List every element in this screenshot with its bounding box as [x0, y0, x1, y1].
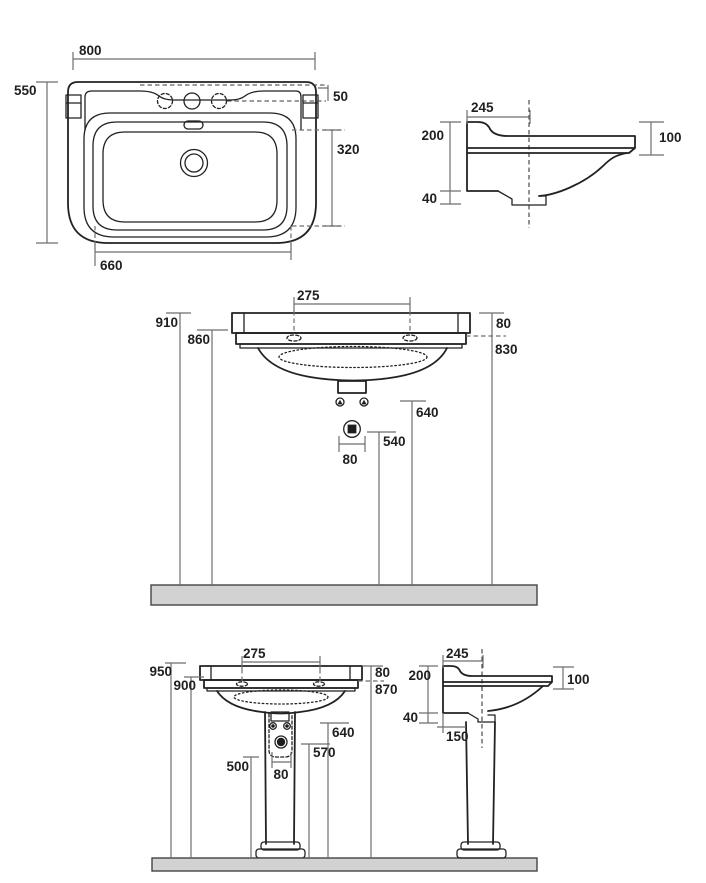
- fixing-rail: [236, 333, 466, 344]
- top-rail-end-caps: [211, 666, 350, 680]
- fixing-hole-left: [237, 682, 248, 686]
- dim-label-tap-offset: 50: [333, 89, 349, 104]
- dim-rim-height-line: [197, 330, 228, 585]
- dim-tap-offset-line: [318, 85, 328, 101]
- top-rail-end-caps: [244, 313, 458, 333]
- dim-label-pedestal-height: 500: [226, 759, 249, 774]
- dim-label-outlet-height: 540: [383, 434, 406, 449]
- dim-label-outlet-drop: 40: [402, 710, 418, 725]
- dim-trap-height-line: [400, 401, 426, 585]
- floor-bar-middle: [151, 585, 537, 605]
- bowl-rim-hidden-ellipse: [279, 347, 427, 368]
- dim-label-bowl-width: 660: [100, 258, 123, 273]
- fixing-bolt-right-dot: [285, 724, 289, 728]
- dim-label-overall-width: 800: [79, 43, 102, 58]
- bowl-bottom-outline: [103, 132, 277, 222]
- dim-label-wall-to-centre: 245: [471, 100, 494, 115]
- dim-label-fixing-centres: 275: [243, 646, 266, 661]
- dim-label-outlet-centres: 80: [342, 452, 358, 467]
- dim-rim-height-line: [184, 677, 204, 858]
- dim-outlet-centres-line: [272, 752, 291, 768]
- dim-fixing-centres-extensions: [294, 311, 410, 334]
- dim-outlet-height-line: [367, 432, 396, 585]
- waste-outlet-square: [348, 425, 357, 434]
- drain-hole-inner: [185, 154, 203, 172]
- dim-label-rim-height: 900: [173, 678, 196, 693]
- deck-inner-outline: [85, 91, 301, 130]
- side-view-pedestal: [403, 646, 590, 858]
- bowl-rim-hidden-ellipse: [234, 690, 328, 704]
- dim-outlet-height-line: [301, 744, 330, 858]
- dim-label-apron-depth: 80: [375, 665, 391, 680]
- waste-outlet-dot: [277, 738, 285, 746]
- dim-label-apron-depth: 80: [496, 316, 512, 331]
- dim-label-body-height: 200: [408, 668, 431, 683]
- top-rail: [200, 666, 362, 680]
- dim-label-bowl-depth: 320: [337, 142, 360, 157]
- dim-label-outlet-height: 570: [313, 745, 336, 760]
- tap-hole-centre: [184, 93, 200, 109]
- dim-overall-depth-line: [36, 82, 58, 243]
- waste-boss: [498, 191, 546, 205]
- front-view-wall-hung: [151, 288, 537, 605]
- dim-label-trap-height: 640: [332, 725, 355, 740]
- basin-side-profile: [467, 122, 635, 191]
- dim-label-outlet-centres: 80: [273, 767, 289, 782]
- basin-outer-outline: [68, 82, 316, 243]
- dim-label-fixing-centres: 275: [297, 288, 320, 303]
- fixing-hole-left: [287, 335, 301, 341]
- dim-label-underside-height: 830: [495, 342, 518, 357]
- dim-label-underside-height: 870: [375, 682, 398, 697]
- dim-overall-width-line: [73, 52, 315, 70]
- dim-outlet-drop-line: [440, 191, 461, 204]
- dim-label-front-apron: 100: [659, 130, 682, 145]
- dim-trap-height-line: [320, 723, 349, 858]
- tap-hole-right: [212, 94, 227, 109]
- pedestal-sides: [466, 722, 495, 844]
- fixing-bolt-left-glyph: [337, 400, 342, 405]
- dim-label-trap-height: 640: [416, 405, 439, 420]
- tap-hole-left: [158, 94, 173, 109]
- fixing-rail: [204, 680, 358, 688]
- plan-view: [14, 43, 360, 273]
- dim-outlet-centres-line: [339, 436, 365, 452]
- dim-label-rim-height: 860: [187, 332, 210, 347]
- dim-label-body-height: 200: [421, 128, 444, 143]
- floor-bar-bottom: [152, 858, 537, 871]
- dim-outlet-drop-line: [419, 713, 438, 723]
- top-rail: [232, 313, 470, 333]
- drain-spigot: [338, 381, 366, 393]
- dim-top-height-line: [166, 313, 191, 585]
- dim-label-front-apron: 100: [567, 672, 590, 687]
- basin-side-profile: [443, 666, 552, 713]
- dim-label-wall-to-centre: 245: [446, 646, 469, 661]
- fixing-hole-right: [314, 682, 325, 686]
- fixing-hole-right: [403, 335, 417, 341]
- dim-label-overall-depth: 550: [14, 83, 37, 98]
- bowl-underside-curve: [539, 153, 627, 196]
- bowl-underside-curve: [488, 686, 543, 711]
- dim-bowl-width-line: [95, 244, 291, 266]
- dim-label-pedestal-setback: 150: [446, 729, 469, 744]
- dim-label-top-height: 910: [155, 315, 178, 330]
- fixing-bolt-right-glyph: [361, 400, 366, 405]
- dim-label-outlet-drop: 40: [421, 191, 437, 206]
- front-view-pedestal: [149, 646, 537, 871]
- dim-label-top-height: 950: [149, 664, 172, 679]
- fixing-bolt-left-dot: [271, 724, 275, 728]
- side-view-wall-hung: [421, 100, 681, 228]
